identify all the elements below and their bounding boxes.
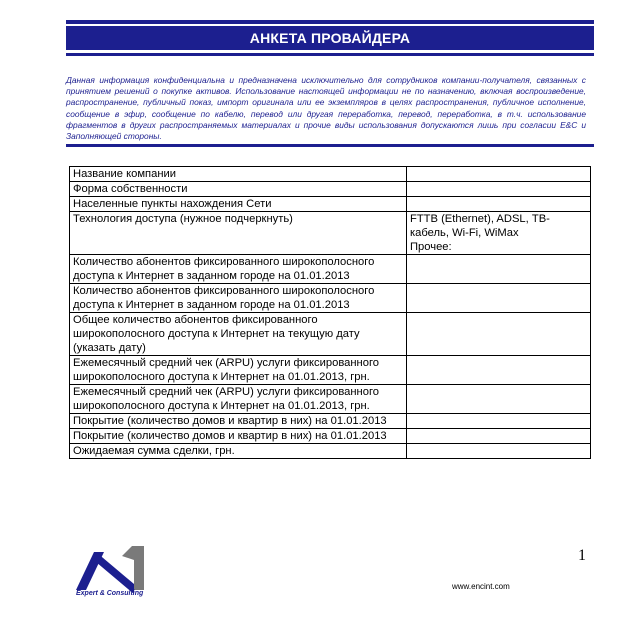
question-cell: Форма собственности [70,182,407,197]
table-row [70,414,591,429]
question-cell: Ежемесячный средний чек (ARPU) услуги фиксированного широкополосного доступа к Интернет на 01.01.2013, грн. [70,385,407,414]
table-row [70,167,591,182]
question-cell: Ожидаемая сумма сделки, грн. [70,444,407,459]
question-cell: Общее количество абонентов фиксированного широкополосного доступа к Интернет на текущую дату (указать дату) [70,313,407,356]
question-cell: Название компании [70,167,407,182]
table-row [70,197,591,212]
page-number: 1 [578,547,586,564]
answer-cell[interactable] [407,429,591,444]
question-cell: Количество абонентов фиксированного широкополосного доступа к Интернет в заданном городе на 01.01.2013 [70,284,407,313]
question-cell: Покрытие (количество домов и квартир в них) на 01.01.2013 [70,414,407,429]
table-row [70,255,591,284]
page-title: АНКЕТА ПРОВАЙДЕРА [66,26,594,50]
question-cell: Количество абонентов фиксированного широкополосного доступа к Интернет в заданном городе на 01.01.2013 [70,255,407,284]
answer-cell[interactable] [407,444,591,459]
question-cell: Технология доступа (нужное подчеркнуть) [70,212,407,255]
provider-questionnaire-table [69,166,591,459]
answer-cell[interactable] [407,197,591,212]
notice-bottom-rule [66,144,594,147]
table-row [70,284,591,313]
answer-cell[interactable]: FTTB (Ethernet), ADSL, ТВ-кабель, Wi-Fi, WiMax Прочее: [407,212,591,255]
website-link[interactable]: www.encint.com [452,582,510,591]
table-row [70,313,591,356]
confidentiality-notice: Данная информация конфиденциальна и предназначена исключительно для сотрудников компании-получателя, связанных с принятием решений о покупке активов. Использование настоящей информации не по назначению, включая воспроизведение, распространение, публичный показ, импорт оригинала или ее экземпляров в целях распространения, публичное исполнение, сообщение в эфир, сообщение по кабелю, перевод или другая переработка, перевод, переработка, в т.ч. использование фрагментов в других распространяемых материалах и прочие виды использования допускаются лишь при согласии E&C и Заполняющей стороны. [66,75,586,142]
table-row [70,444,591,459]
table-row [70,182,591,197]
answer-cell[interactable] [407,356,591,385]
answer-cell[interactable] [407,255,591,284]
table-row [70,356,591,385]
answer-cell[interactable] [407,182,591,197]
answer-cell[interactable] [407,284,591,313]
table-row [70,212,591,255]
logo-text: Expert & Consulting [76,590,144,597]
question-cell: Ежемесячный средний чек (ARPU) услуги фиксированного широкополосного доступа к Интернет на 01.01.2013, грн. [70,356,407,385]
table-row [70,385,591,414]
answer-cell[interactable] [407,313,591,356]
answer-cell[interactable] [407,167,591,182]
answer-cell[interactable] [407,385,591,414]
answer-cell[interactable] [407,414,591,429]
table-row [70,429,591,444]
header-under-rule [66,53,594,56]
question-cell: Населенные пункты нахождения Сети [70,197,407,212]
header-top-rule [66,20,594,24]
question-cell: Покрытие (количество домов и квартир в них) на 01.01.2013 [70,429,407,444]
